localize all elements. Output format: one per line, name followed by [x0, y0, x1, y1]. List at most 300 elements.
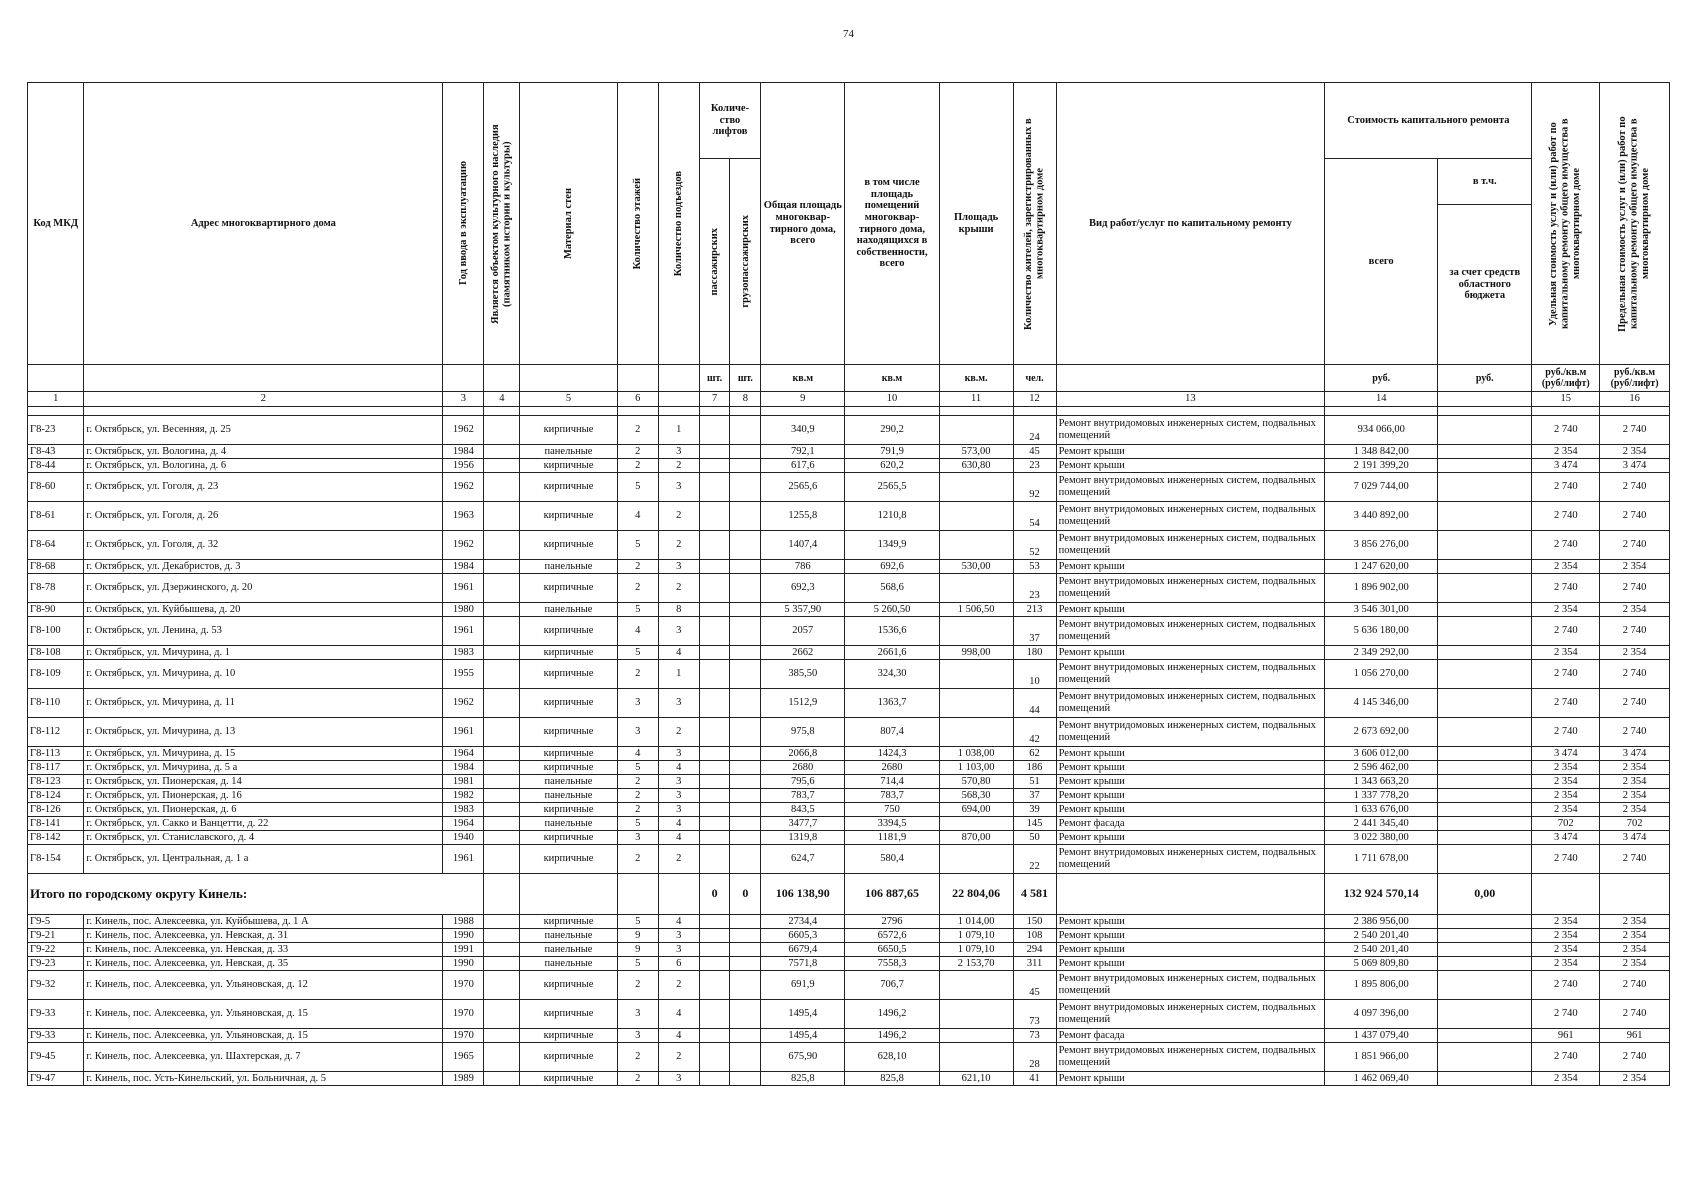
cell — [730, 971, 761, 1000]
cell: 2 740 — [1600, 845, 1670, 874]
column-number: 15 — [1532, 392, 1600, 407]
cell: 795,6 — [761, 775, 845, 789]
cell: Г8-109 — [28, 660, 84, 689]
cell: Г9-5 — [28, 915, 84, 929]
cell: 3 022 380,00 — [1325, 831, 1438, 845]
cell — [730, 1072, 761, 1086]
cell — [699, 957, 730, 971]
cell — [484, 574, 520, 603]
cell: 73 — [1013, 1029, 1056, 1043]
cell: 691,9 — [761, 971, 845, 1000]
cell: Г8-64 — [28, 531, 84, 560]
cell — [484, 747, 520, 761]
column-number: 5 — [520, 392, 617, 407]
cell — [730, 617, 761, 646]
unit-budget: руб. — [1438, 365, 1532, 392]
cell: Ремонт крыши — [1056, 747, 1325, 761]
table-row — [28, 957, 1670, 971]
cell: 2 740 — [1532, 473, 1600, 502]
cell: Г8-112 — [28, 718, 84, 747]
cell: Ремонт крыши — [1056, 560, 1325, 574]
cell: панельные — [520, 929, 617, 943]
cell: Ремонт внутридомовых инженерных систем, подвальных помещений — [1056, 1043, 1325, 1072]
cell: 2 — [617, 560, 658, 574]
cell: 1970 — [443, 1000, 484, 1029]
table-row — [28, 603, 1670, 617]
cell: 786 — [761, 560, 845, 574]
cell: Г9-33 — [28, 1000, 84, 1029]
cell: 3 474 — [1532, 747, 1600, 761]
cell — [730, 803, 761, 817]
cell: 2 740 — [1600, 473, 1670, 502]
cell: 3477,7 — [761, 817, 845, 831]
cell: 6572,6 — [845, 929, 939, 943]
cell: 1 348 842,00 — [1325, 445, 1438, 459]
cell: 624,7 — [761, 845, 845, 874]
cell: Ремонт внутридомовых инженерных систем, подвальных помещений — [1056, 660, 1325, 689]
cell: г. Октябрьск, ул. Мичурина, д. 5 а — [84, 761, 443, 775]
cell: Г9-22 — [28, 943, 84, 957]
cell — [730, 747, 761, 761]
cell: 1984 — [443, 445, 484, 459]
table-row — [28, 718, 1670, 747]
table-row — [28, 915, 1670, 929]
cell — [484, 845, 520, 874]
cell: 3 606 012,00 — [1325, 747, 1438, 761]
cell: 1181,9 — [845, 831, 939, 845]
cell: 1956 — [443, 459, 484, 473]
cell: 23 — [1013, 459, 1056, 473]
cell: 6605,3 — [761, 929, 845, 943]
cell: 2565,5 — [845, 473, 939, 502]
cell: 2 — [658, 718, 699, 747]
cell: 1964 — [443, 817, 484, 831]
cell: г. Кинель, пос. Усть-Кинельский, ул. Больничная, д. 5 — [84, 1072, 443, 1086]
cell: 2 740 — [1532, 845, 1600, 874]
cell: 4 — [617, 617, 658, 646]
cell — [730, 943, 761, 957]
cell — [484, 1043, 520, 1072]
cell: 1 343 663,20 — [1325, 775, 1438, 789]
cell: г. Октябрьск, ул. Мичурина, д. 13 — [84, 718, 443, 747]
cell: 3 — [617, 718, 658, 747]
cell: 3 — [658, 473, 699, 502]
cell — [1438, 915, 1532, 929]
table-header — [28, 83, 1670, 392]
cell: 2680 — [761, 761, 845, 775]
cell — [484, 817, 520, 831]
cell: Г8-60 — [28, 473, 84, 502]
cell: Ремонт внутридомовых инженерных систем, подвальных помещений — [1056, 531, 1325, 560]
cell — [484, 531, 520, 560]
cell: Ремонт внутридомовых инженерных систем, подвальных помещений — [1056, 617, 1325, 646]
cell — [730, 817, 761, 831]
cell: г. Октябрьск, ул. Мичурина, д. 11 — [84, 689, 443, 718]
header-lifts: Количе-ство лифтов — [699, 83, 761, 159]
cell: 2 740 — [1600, 660, 1670, 689]
cell: 4 — [617, 747, 658, 761]
table-row — [28, 775, 1670, 789]
header-max-cost: Предельная стоимость услуг и (или) работ по капитальному ремонту общего имущества в многоквартирном доме — [1617, 115, 1652, 332]
cell: 2 354 — [1532, 957, 1600, 971]
cell: 617,6 — [761, 459, 845, 473]
column-number: 11 — [939, 392, 1013, 407]
cell: 2 740 — [1532, 416, 1600, 445]
cell: Г8-141 — [28, 817, 84, 831]
cell: 3 474 — [1600, 831, 1670, 845]
cell: Ремонт крыши — [1056, 603, 1325, 617]
cell: г. Октябрьск, ул. Гоголя, д. 23 — [84, 473, 443, 502]
cell — [1438, 531, 1532, 560]
cell: 2 386 956,00 — [1325, 915, 1438, 929]
cell: 2 349 292,00 — [1325, 646, 1438, 660]
cell: кирпичные — [520, 831, 617, 845]
column-number: 1 — [28, 392, 84, 407]
cell: 1982 — [443, 789, 484, 803]
cell: г. Октябрьск, ул. Мичурина, д. 15 — [84, 747, 443, 761]
cell — [484, 502, 520, 531]
cell: 870,00 — [939, 831, 1013, 845]
column-number: 6 — [617, 392, 658, 407]
cell — [699, 915, 730, 929]
cell: 1961 — [443, 574, 484, 603]
cell — [699, 1072, 730, 1086]
cell: г. Октябрьск, ул. Пионерская, д. 6 — [84, 803, 443, 817]
cell: 2 — [658, 459, 699, 473]
cell: кирпичные — [520, 915, 617, 929]
cell — [1438, 803, 1532, 817]
cell: 4 — [617, 502, 658, 531]
cell: кирпичные — [520, 845, 617, 874]
header-cost: Стоимость капитального ремонта — [1325, 83, 1532, 159]
cell: 1988 — [443, 915, 484, 929]
cell: г. Октябрьск, ул. Сакко и Ванцетти, д. 22 — [84, 817, 443, 831]
table-row — [28, 803, 1670, 817]
cell: 675,90 — [761, 1043, 845, 1072]
cell — [939, 689, 1013, 718]
cell: Ремонт внутридомовых инженерных систем, подвальных помещений — [1056, 1000, 1325, 1029]
cell — [1438, 831, 1532, 845]
cell: 6 — [658, 957, 699, 971]
cell: 1 851 966,00 — [1325, 1043, 1438, 1072]
cell — [1438, 1043, 1532, 1072]
cell — [699, 1000, 730, 1029]
cell — [1438, 617, 1532, 646]
cell: 3 — [658, 775, 699, 789]
table-row — [28, 817, 1670, 831]
cell — [1438, 502, 1532, 531]
cell: 1970 — [443, 1029, 484, 1043]
cell: 783,7 — [845, 789, 939, 803]
header-entrances: Количество подъездов — [672, 170, 684, 277]
cell: 1983 — [443, 803, 484, 817]
cell: кирпичные — [520, 803, 617, 817]
cell: 3 440 892,00 — [1325, 502, 1438, 531]
cell: 2 — [617, 789, 658, 803]
cell: 45 — [1013, 971, 1056, 1000]
cell: кирпичные — [520, 473, 617, 502]
cell: 41 — [1013, 1072, 1056, 1086]
table-row — [28, 943, 1670, 957]
cell: 2 354 — [1600, 957, 1670, 971]
header-work-type: Вид работ/услуг по капитальному ремонту — [1056, 83, 1325, 365]
column-number: 13 — [1056, 392, 1325, 407]
cell — [730, 1029, 761, 1043]
cell: 1990 — [443, 957, 484, 971]
cell: 2 354 — [1532, 789, 1600, 803]
cell — [1438, 957, 1532, 971]
table-row — [28, 747, 1670, 761]
units-row — [28, 365, 1670, 392]
cell: 2661,6 — [845, 646, 939, 660]
cell — [1438, 789, 1532, 803]
cell: 53 — [1013, 560, 1056, 574]
total-c12: 4 581 — [1013, 874, 1056, 915]
cell: 62 — [1013, 747, 1056, 761]
cell: г. Октябрьск, ул. Мичурина, д. 1 — [84, 646, 443, 660]
cell: 1962 — [443, 416, 484, 445]
cell — [699, 660, 730, 689]
header-unit-cost: Удельная стоимость услуг и (или) работ по капитальному ремонту общего имущества в многоквартирном доме — [1548, 118, 1583, 329]
cell: г. Октябрьск, ул. Станиславского, д. 4 — [84, 831, 443, 845]
cell: 2 740 — [1532, 718, 1600, 747]
cell: 1210,8 — [845, 502, 939, 531]
cell: 1983 — [443, 646, 484, 660]
cell: г. Октябрьск, ул. Куйбышева, д. 20 — [84, 603, 443, 617]
cell — [484, 1000, 520, 1029]
cell: Ремонт крыши — [1056, 761, 1325, 775]
cell: 1 462 069,40 — [1325, 1072, 1438, 1086]
cell: 1984 — [443, 560, 484, 574]
cell — [699, 689, 730, 718]
cell: 145 — [1013, 817, 1056, 831]
cell: 2 191 399,20 — [1325, 459, 1438, 473]
cell: 52 — [1013, 531, 1056, 560]
table-row — [28, 502, 1670, 531]
cell: Ремонт внутридомовых инженерных систем, подвальных помещений — [1056, 473, 1325, 502]
cell: 2 740 — [1532, 1000, 1600, 1029]
table-row — [28, 789, 1670, 803]
cell: 2 740 — [1600, 1000, 1670, 1029]
cell: панельные — [520, 560, 617, 574]
cell: г. Кинель, пос. Алексеевка, ул. Невская, д. 35 — [84, 957, 443, 971]
cell: 5 069 809,80 — [1325, 957, 1438, 971]
cell — [699, 574, 730, 603]
cell: 10 — [1013, 660, 1056, 689]
cell — [1438, 929, 1532, 943]
cell: 2 354 — [1600, 603, 1670, 617]
cell: Г8-90 — [28, 603, 84, 617]
cell: кирпичные — [520, 1029, 617, 1043]
cell: 1990 — [443, 929, 484, 943]
table-row — [28, 831, 1670, 845]
cell: 2 354 — [1600, 929, 1670, 943]
cell: 2 740 — [1532, 574, 1600, 603]
cell — [730, 459, 761, 473]
cell: 44 — [1013, 689, 1056, 718]
cell: г. Октябрьск, ул. Декабристов, д. 3 — [84, 560, 443, 574]
cell: 3 — [617, 831, 658, 845]
cell: 975,8 — [761, 718, 845, 747]
cell — [939, 817, 1013, 831]
cell: г. Октябрьск, ул. Гоголя, д. 32 — [84, 531, 443, 560]
cell — [484, 445, 520, 459]
cell: 5 260,50 — [845, 603, 939, 617]
cell: 843,5 — [761, 803, 845, 817]
table-row — [28, 971, 1670, 1000]
cell: Г9-33 — [28, 1029, 84, 1043]
table-row — [28, 574, 1670, 603]
cell: 2057 — [761, 617, 845, 646]
unit-c12: чел. — [1013, 365, 1056, 392]
cell: 3 — [658, 943, 699, 957]
cell: 8 — [658, 603, 699, 617]
cell: 5 — [617, 761, 658, 775]
cell — [699, 531, 730, 560]
cell — [699, 803, 730, 817]
cell — [484, 789, 520, 803]
column-number: 2 — [84, 392, 443, 407]
cell — [699, 831, 730, 845]
cell: 1980 — [443, 603, 484, 617]
cell: 1 437 079,40 — [1325, 1029, 1438, 1043]
cell: Ремонт фасада — [1056, 1029, 1325, 1043]
cell — [1438, 943, 1532, 957]
cell — [699, 775, 730, 789]
column-number: 14 — [1325, 392, 1438, 407]
cell: 2 — [617, 971, 658, 1000]
cell — [939, 531, 1013, 560]
cell: 2 740 — [1600, 416, 1670, 445]
cell: 5 — [617, 646, 658, 660]
cell: 39 — [1013, 803, 1056, 817]
table-row — [28, 1072, 1670, 1086]
cell: 1495,4 — [761, 1000, 845, 1029]
cell: панельные — [520, 957, 617, 971]
cell — [699, 817, 730, 831]
column-numbers-row — [28, 392, 1670, 407]
cell: Ремонт крыши — [1056, 943, 1325, 957]
cell: 2662 — [761, 646, 845, 660]
total-row — [28, 874, 1670, 915]
cell — [699, 445, 730, 459]
cell: 2 — [658, 845, 699, 874]
cell: 1970 — [443, 971, 484, 1000]
column-number: 9 — [761, 392, 845, 407]
cell — [939, 718, 1013, 747]
cell: 791,9 — [845, 445, 939, 459]
cell — [484, 1072, 520, 1086]
table-row — [28, 1029, 1670, 1043]
cell: 1 337 778,20 — [1325, 789, 1438, 803]
cell: 620,2 — [845, 459, 939, 473]
cell: 1319,8 — [761, 831, 845, 845]
cell: 1 079,10 — [939, 943, 1013, 957]
cell: г. Кинель, пос. Алексеевка, ул. Шахтерская, д. 7 — [84, 1043, 443, 1072]
cell: 2066,8 — [761, 747, 845, 761]
cell: 580,4 — [845, 845, 939, 874]
header-heritage: Является объектом культурного наследия (памятником истории и культуры) — [490, 123, 513, 324]
cell: 1962 — [443, 689, 484, 718]
cell — [484, 718, 520, 747]
cell — [730, 775, 761, 789]
cell: кирпичные — [520, 761, 617, 775]
total-body — [28, 874, 1670, 915]
cell: 2 740 — [1532, 531, 1600, 560]
table-row — [28, 689, 1670, 718]
unit-c8: шт. — [730, 365, 761, 392]
cell: Ремонт крыши — [1056, 803, 1325, 817]
cell — [484, 1029, 520, 1043]
cell — [1438, 603, 1532, 617]
cell: 1363,7 — [845, 689, 939, 718]
cell: 37 — [1013, 617, 1056, 646]
cell — [484, 831, 520, 845]
cell: 2 354 — [1532, 775, 1600, 789]
cell: 3 — [658, 789, 699, 803]
header-address: Адрес многоквартирного дома — [84, 83, 443, 365]
cell — [1438, 473, 1532, 502]
cell — [699, 459, 730, 473]
cell — [939, 971, 1013, 1000]
cell — [730, 531, 761, 560]
total-c10: 106 887,65 — [845, 874, 939, 915]
cell: 1536,6 — [845, 617, 939, 646]
cell: г. Октябрьск, ул. Вологина, д. 4 — [84, 445, 443, 459]
header-incl: в т.ч. — [1438, 159, 1532, 205]
cell: кирпичные — [520, 416, 617, 445]
cell: 2 354 — [1532, 915, 1600, 929]
cell: 1 — [658, 416, 699, 445]
cell: 42 — [1013, 718, 1056, 747]
cell — [1438, 574, 1532, 603]
cell: 7 029 744,00 — [1325, 473, 1438, 502]
cell: Ремонт внутридомовых инженерных систем, подвальных помещений — [1056, 574, 1325, 603]
cell: панельные — [520, 603, 617, 617]
cell: 2 740 — [1532, 971, 1600, 1000]
cell: 2 — [617, 574, 658, 603]
cell — [484, 971, 520, 1000]
cell — [1438, 761, 1532, 775]
cell: 2 — [658, 531, 699, 560]
cell: 694,00 — [939, 803, 1013, 817]
header-code: Код МКД — [28, 83, 84, 365]
cell — [484, 560, 520, 574]
cell: кирпичные — [520, 459, 617, 473]
cell: 1 633 676,00 — [1325, 803, 1438, 817]
unit-c9: кв.м — [761, 365, 845, 392]
cell: 1 079,10 — [939, 929, 1013, 943]
cell — [939, 574, 1013, 603]
cell: 792,1 — [761, 445, 845, 459]
cell — [1438, 459, 1532, 473]
cell: 2680 — [845, 761, 939, 775]
cell — [1438, 646, 1532, 660]
table-row — [28, 761, 1670, 775]
cell: 1496,2 — [845, 1000, 939, 1029]
cell: 2 540 201,40 — [1325, 929, 1438, 943]
cell — [699, 603, 730, 617]
cell: кирпичные — [520, 689, 617, 718]
cell — [484, 929, 520, 943]
cell: 4 — [658, 1000, 699, 1029]
table-body-a — [28, 392, 1670, 874]
cell: 2 740 — [1600, 531, 1670, 560]
cell — [699, 1029, 730, 1043]
cell — [730, 473, 761, 502]
cell: 825,8 — [845, 1072, 939, 1086]
cell: 73 — [1013, 1000, 1056, 1029]
